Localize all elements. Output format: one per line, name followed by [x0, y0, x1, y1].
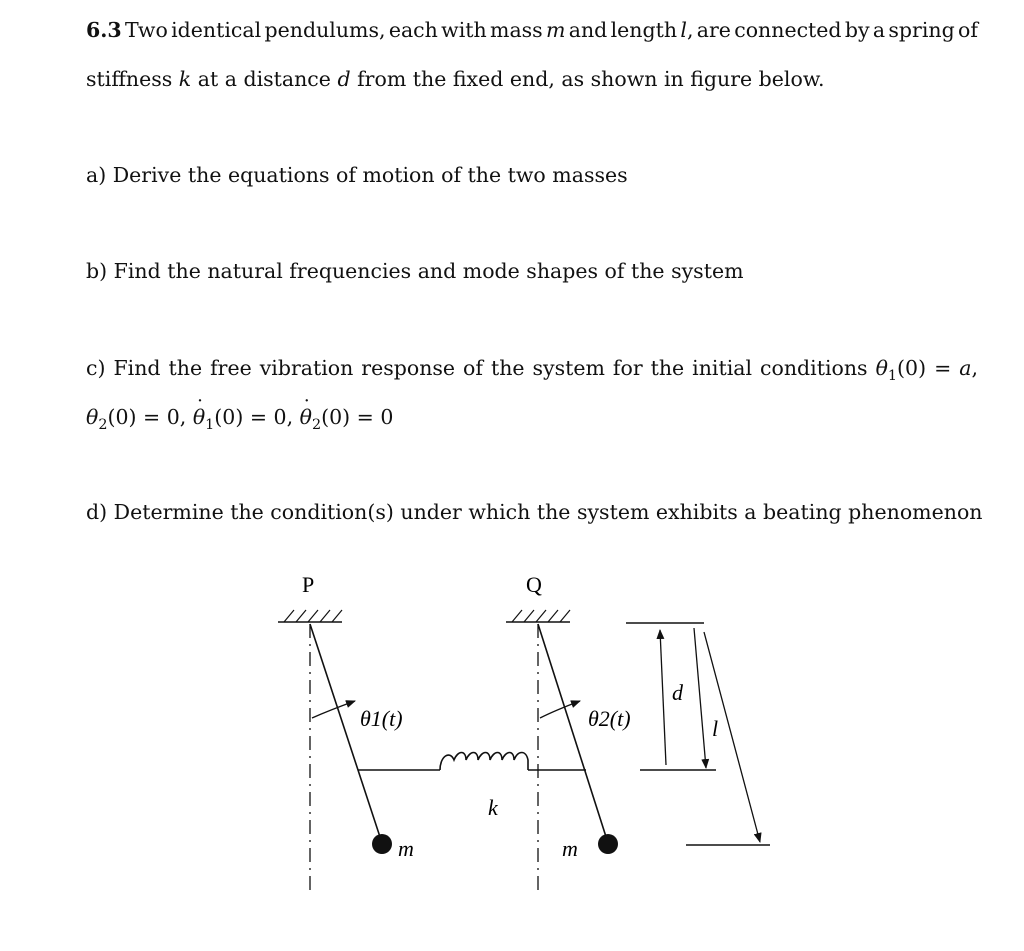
pendulum-rod-1: [310, 624, 382, 843]
label-mass-2: m: [562, 836, 578, 861]
part-a-text: a) Derive the equations of motion of the two masses: [86, 163, 628, 187]
label-q: Q: [526, 572, 542, 597]
label-l: l: [712, 716, 719, 741]
part-b-text: b) Find the natural frequencies and mode shapes of the system: [86, 259, 744, 283]
d-arrow-down: [694, 628, 706, 768]
pendulum-bob-2: [598, 834, 618, 854]
label-p: P: [302, 572, 315, 597]
support-q: [506, 610, 570, 622]
label-d: d: [672, 680, 683, 705]
problem-intro-line1: 6.3 Two identical pendulums, each with mass m and length l, are connected by a spring of: [86, 18, 978, 42]
part-c-line1: c) Find the free vibration response of the system for the initial conditions $\theta_1(0)$ = a,: [86, 356, 978, 385]
d-arrow-up: [660, 630, 666, 765]
label-spring-k: k: [488, 795, 498, 820]
label-mass-1: m: [398, 836, 414, 861]
pendulum-bob-1: [372, 834, 392, 854]
pendulum-rod-2: [538, 624, 608, 843]
spring-coil: [440, 753, 528, 771]
support-p: [278, 610, 342, 622]
part-c-line2: $\theta_2(0) = 0$, θ $˙_1(0) = 0$, θ $˙_2(0) = 0$: [86, 404, 393, 438]
problem-number: 6.3: [86, 18, 122, 42]
theta2-arrow: [540, 701, 580, 718]
problem-intro-line2: stiffness k at a distance d from the fixed end, as shown in figure below.: [86, 67, 825, 91]
theta1-arrow: [312, 701, 355, 718]
part-d-text: d) Determine the condition(s) under which the system exhibits a beating phenomenon: [86, 500, 983, 524]
label-theta2: θ2(t): [588, 706, 631, 731]
label-theta1: θ1(t): [360, 706, 403, 731]
